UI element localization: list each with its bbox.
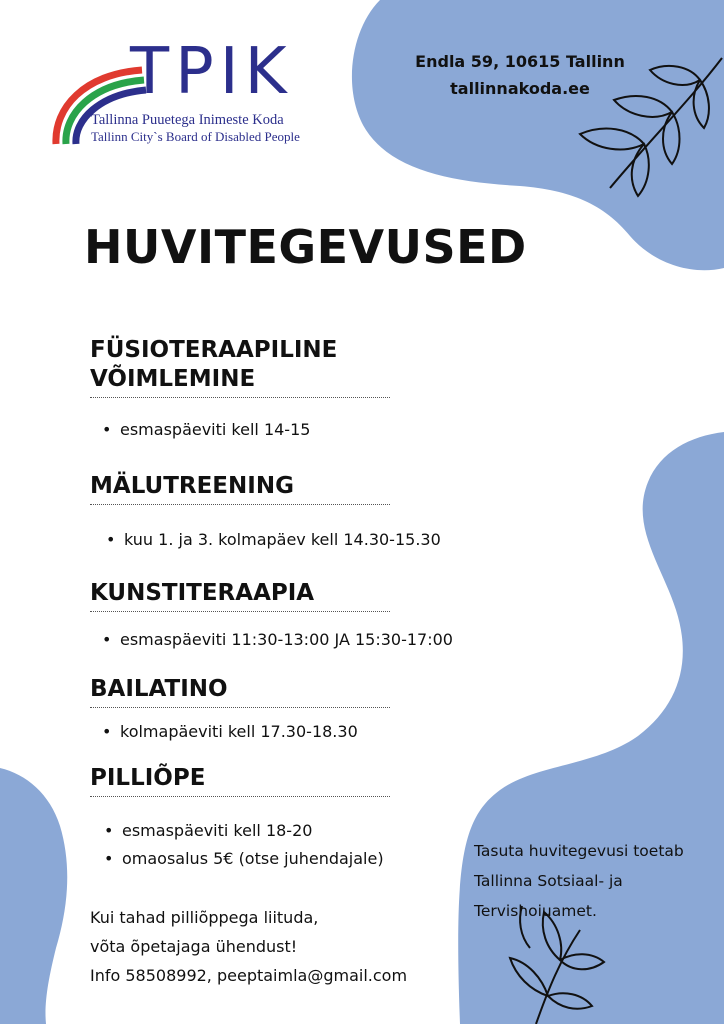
contact-block: [406, 48, 634, 102]
list-item: • esmaspäeviti 11:30-13:00 JA 15:30-17:00: [102, 630, 453, 649]
list-item: • omaosalus 5€ (otse juhendajale): [104, 849, 384, 868]
section-title-fysio: FÜSIOTERAAPILINE VÕIMLEMINE: [90, 336, 390, 398]
logo-line-estonian: Tallinna Puuetega Inimeste Koda: [91, 112, 284, 128]
section-title-bailatino: BAILATINO: [90, 675, 390, 708]
list-item: • esmaspäeviti kell 14-15: [102, 420, 310, 439]
contact-note: Kui tahad pilliõppega liituda, võta õpetajaga ühendust! Info 58508992, peeptaimla@gmail.com: [90, 908, 408, 985]
page-title: HUVITEGEVUSED: [84, 220, 527, 274]
section-title-pilliope: PILLIÕPE: [90, 764, 390, 797]
tpik-logo: [44, 35, 324, 154]
website-text: tallinnakoda.ee: [450, 79, 590, 98]
section-title-malutreening: MÄLUTREENING: [90, 472, 390, 505]
section-title-kunstiteraapia: KUNSTITERAAPIA: [90, 579, 390, 612]
bottom-left-blob: [0, 768, 67, 1024]
list-item: • kolmapäeviti kell 17.30-18.30: [102, 722, 358, 741]
right-middle-blob: [458, 432, 724, 1024]
logo-wordmark: TPIK: [130, 35, 293, 109]
list-item: • kuu 1. ja 3. kolmapäev kell 14.30-15.30: [106, 530, 441, 549]
sponsor-note: Tasuta huvitegevusi toetab Tallinna Sotsiaal- ja Tervishoiuamet.: [474, 842, 684, 920]
address-text: Endla 59, 10615 Tallinn: [415, 52, 625, 71]
logo-line-english: Tallinn City`s Board of Disabled People: [91, 129, 300, 144]
list-item: • esmaspäeviti kell 18-20: [104, 821, 312, 840]
